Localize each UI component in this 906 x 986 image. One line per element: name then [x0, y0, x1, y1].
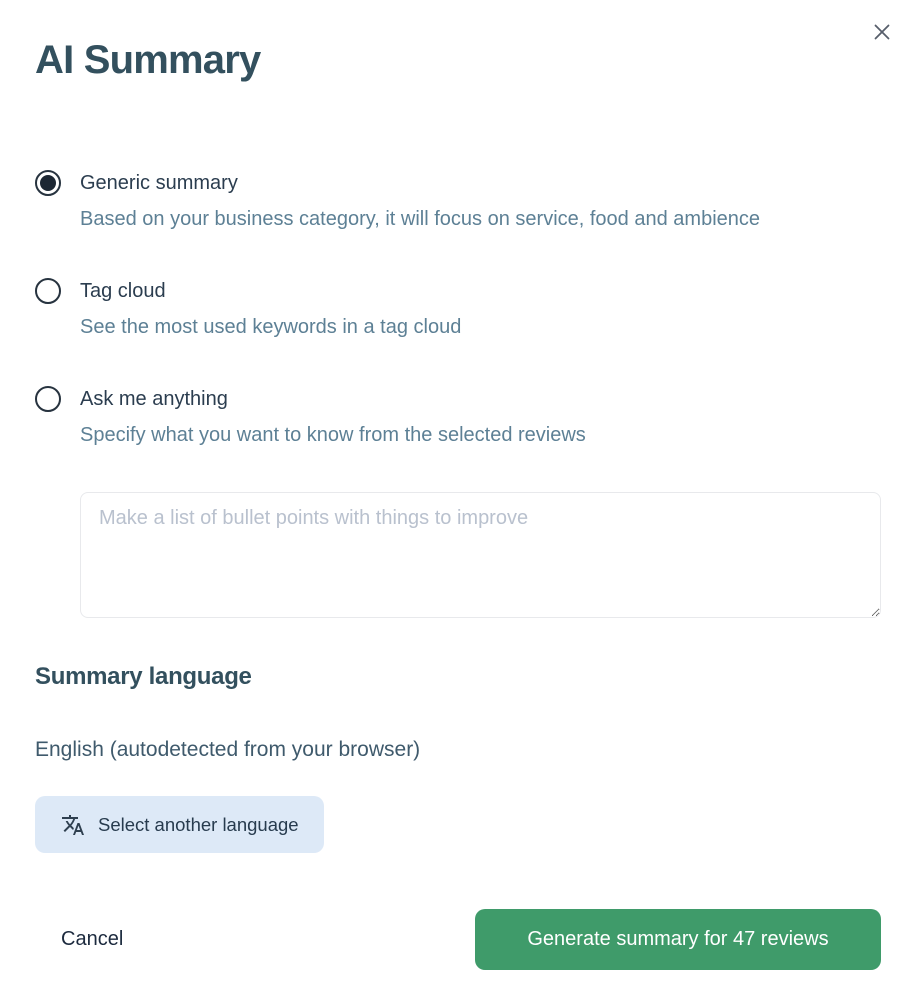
modal-footer: [35, 909, 881, 970]
cancel-button[interactable]: Cancel: [61, 928, 124, 950]
page-title: AI Summary: [35, 38, 261, 82]
close-icon: [872, 22, 892, 45]
close-button[interactable]: [867, 18, 897, 48]
option-label: Generic summary: [80, 172, 238, 194]
select-language-label: Select another language: [98, 813, 299, 835]
translate-icon: [61, 813, 85, 837]
option-tag-cloud[interactable]: [35, 276, 881, 342]
option-generic-summary[interactable]: [35, 168, 881, 234]
option-description: Specify what you want to know from the selected reviews: [80, 424, 586, 446]
radio-generic-summary[interactable]: [35, 170, 61, 196]
summary-language-heading: Summary language: [35, 663, 252, 690]
prompt-textarea[interactable]: [80, 492, 881, 618]
option-description: See the most used keywords in a tag cloud: [80, 316, 462, 338]
option-label: Ask me anything: [80, 388, 228, 410]
select-language-button[interactable]: [35, 796, 324, 853]
current-language-text: English (autodetected from your browser): [35, 738, 421, 761]
option-ask-me-anything[interactable]: [35, 384, 881, 450]
option-label: Tag cloud: [80, 280, 166, 302]
radio-tag-cloud[interactable]: [35, 278, 61, 304]
radio-ask-me-anything[interactable]: [35, 386, 61, 412]
option-description: Based on your business category, it will focus on service, food and ambience: [80, 208, 760, 230]
generate-summary-button[interactable]: Generate summary for 47 reviews: [475, 909, 881, 970]
summary-type-options: [35, 168, 881, 450]
